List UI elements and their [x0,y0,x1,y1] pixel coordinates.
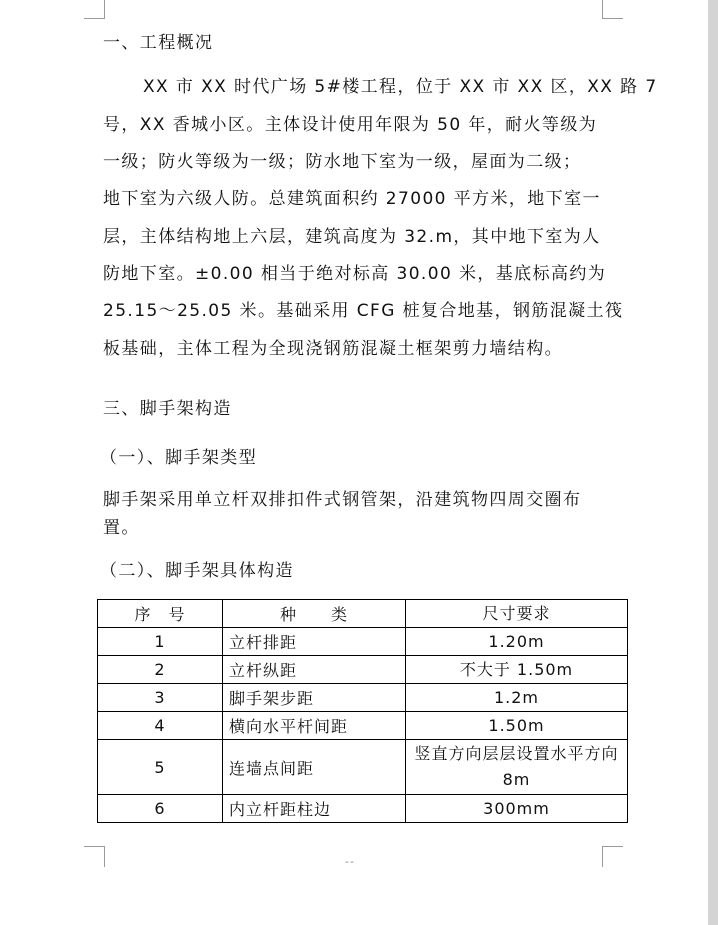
table-row [98,656,628,684]
crop-mark-bottom-left [84,846,105,867]
overview-line: 地下室为六级人防。总建筑面积约 27000 平方米，地下室一 [103,189,601,209]
row-item: 立杆纵距 [223,656,406,684]
row-no: 1 [98,628,223,656]
page-number-marker: -- [345,855,355,868]
table-header-row [98,600,628,628]
row-item: 内立杆距柱边 [223,795,406,823]
overview-line: XX 市 XX 时代广场 5#楼工程，位于 XX 市 XX 区，XX 路 7 [143,77,658,97]
overview-line: 板基础，主体工程为全现浇钢筋混凝土框架剪力墙结构。 [103,339,563,359]
window-edge [708,0,718,925]
row-item: 脚手架步距 [223,684,406,712]
header-no: 序 号 [98,600,223,628]
scaffold-type-text: 脚手架采用单立杆双排扣件式钢管架，沿建筑物四周交圈布 [103,490,582,510]
row-no: 2 [98,656,223,684]
row-requirement: 1.2m [406,684,628,712]
scaffold-spec-table [97,599,628,823]
row-no: 6 [98,795,223,823]
table-row [98,684,628,712]
crop-mark-top-right [602,0,623,19]
header-item: 种 类 [223,600,406,628]
row-requirement: 1.50m [406,712,628,740]
overview-line: 号，XX 香城小区。主体设计使用年限为 50 年，耐火等级为 [103,115,598,135]
row-no: 3 [98,684,223,712]
table-row [98,740,628,795]
overview-line: 防地下室。±0.00 相当于绝对标高 30.00 米，基底标高约为 [103,264,607,284]
overview-line: 25.15～25.05 米。基础采用 CFG 桩复合地基，钢筋混凝土筏 [103,301,624,321]
row-requirement: 1.20m [406,628,628,656]
crop-mark-bottom-right [602,846,623,867]
section-heading-overview: 一、工程概况 [103,33,214,53]
scaffold-type-text: 置。 [103,518,140,538]
row-requirement: 300mm [406,795,628,823]
table-row [98,712,628,740]
row-requirement: 竖直方向层层设置水平方向 8m [406,740,628,795]
overview-line: 一级；防火等级为一级；防水地下室为一级，屋面为二级； [103,152,582,172]
table-row [98,795,628,823]
subheading-scaffold-structure: （二）、脚手架具体构造 [100,561,294,581]
row-item: 立杆排距 [223,628,406,656]
overview-line: 层，主体结构地上六层，建筑高度为 32.m，其中地下室为人 [103,227,601,247]
row-item: 横向水平杆间距 [223,712,406,740]
subheading-scaffold-type: （一）、脚手架类型 [100,448,258,468]
row-item: 连墙点间距 [223,740,406,795]
header-requirement: 尺寸要求 [406,600,628,628]
row-no: 5 [98,740,223,795]
table-row [98,628,628,656]
row-requirement: 不大于 1.50m [406,656,628,684]
section-heading-scaffold: 三、脚手架构造 [103,399,232,419]
row-no: 4 [98,712,223,740]
crop-mark-top-left [84,0,105,19]
